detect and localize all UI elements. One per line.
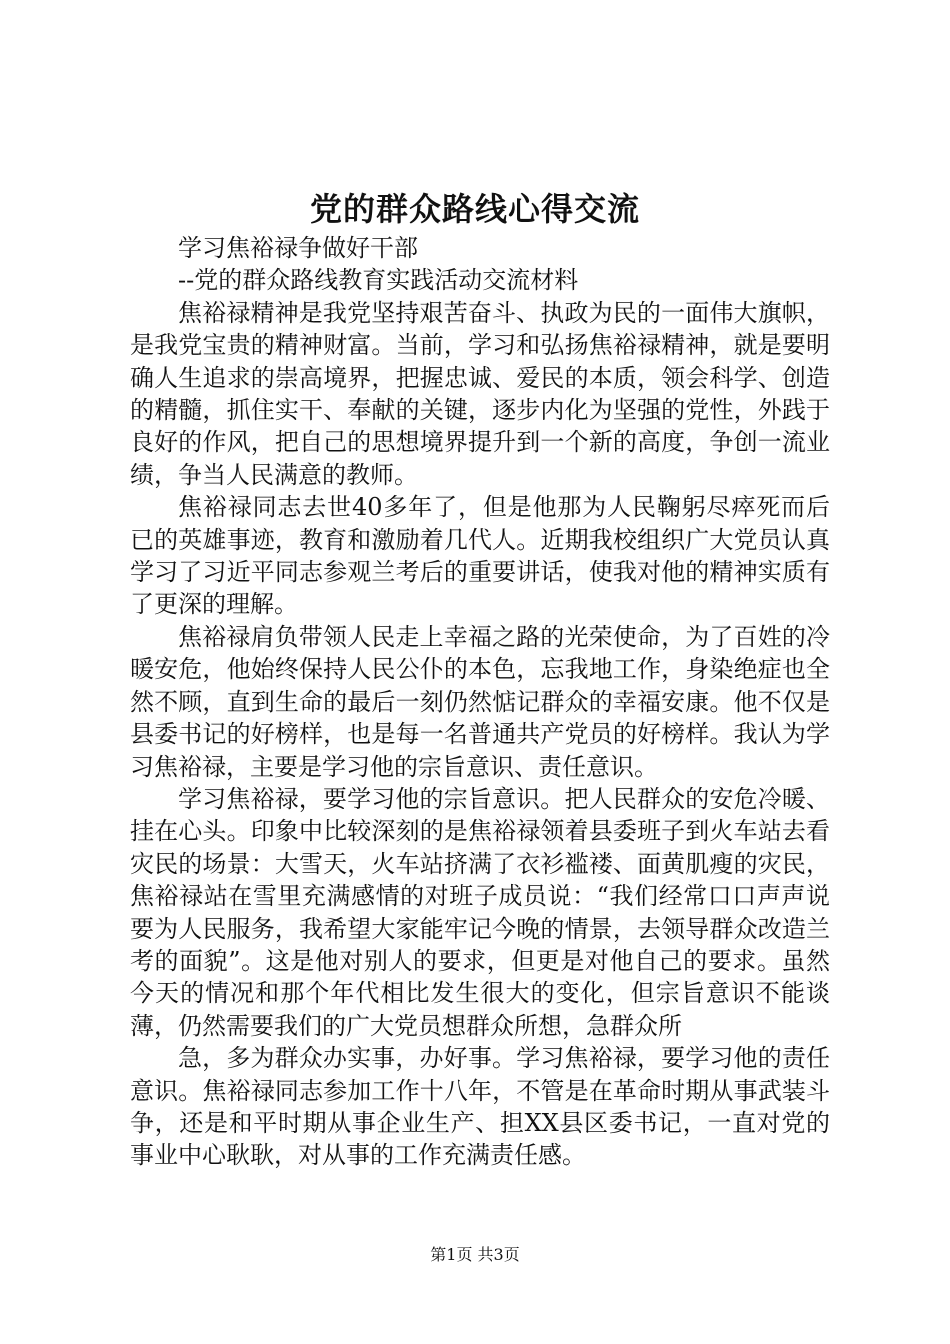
document-body [130,232,830,1172]
subtitle-line-2: --党的群众路线教育实践活动交流材料 [178,266,579,295]
page-footer: 第1页 共3页 [430,1245,520,1264]
paragraph-5: 急，多为群众办实事，办好事。学习焦裕禄，要学习他的责任意识。焦裕禄同志参加工作十八年，不管是在革命时期从事武装斗争，还是和平时期从事企业生产、担XX县区委书记，一直对党的事业中心耿耿，对从事的工作充满责任感。 [130,1044,830,1170]
paragraph-1: 焦裕禄精神是我党坚持艰苦奋斗、执政为民的一面伟大旗帜，是我党宝贵的精神财富。当前，学习和弘扬焦裕禄精神，就是要明确人生追求的崇高境界，把握忠诚、爱民的本质，领会科学、创造的精髓，抓住实干、奉献的关键，逐步内化为坚强的党性，外践于良好的作风，把自己的思想境界提升到一个新的高度，争创一流业绩，争当人民满意的教师。 [130,298,830,489]
paragraph-2: 焦裕禄同志去世40多年了，但是他那为人民鞠躬尽瘁死而后已的英雄事迹，教育和激励着几代人。近期我校组织广大党员认真学习了习近平同志参观兰考后的重要讲话，使我对他的精神实质有了更深的理解。 [130,493,830,619]
paragraph-3: 焦裕禄肩负带领人民走上幸福之路的光荣使命，为了百姓的冷暖安危，他始终保持人民公仆的本色，忘我地工作，身染绝症也全然不顾，直到生命的最后一刻仍然惦记群众的幸福安康。他不仅是县委书记的好榜样，也是每一名普通共产党员的好榜样。我认为学习焦裕禄，主要是学习他的宗旨意识、责任意识。 [130,622,830,781]
subtitle-line-1: 学习焦裕禄争做好干部 [178,234,418,262]
document-title: 党的群众路线心得交流 [309,190,640,228]
paragraph-4: 学习焦裕禄，要学习他的宗旨意识。把人民群众的安危冷暖、挂在心头。印象中比较深刻的是焦裕禄领着县委班子到火车站去看灾民的场景：大雪天，火车站挤满了衣衫褴褛、面黄肌瘦的灾民，焦裕禄站在雪里充满感情的对班子成员说：“我们经常口口声声说要为人民服务，我希望大家能牢记今晚的情景，去领导群众改造兰考的面貌”。这是他对别人的要求，但更是对他自己的要求。虽然今天的情况和那个年代相比发生很大的变化，但宗旨意识不能谈薄，仍然需要我们的广大党员想群众所想，急群众所 [130,784,830,1040]
